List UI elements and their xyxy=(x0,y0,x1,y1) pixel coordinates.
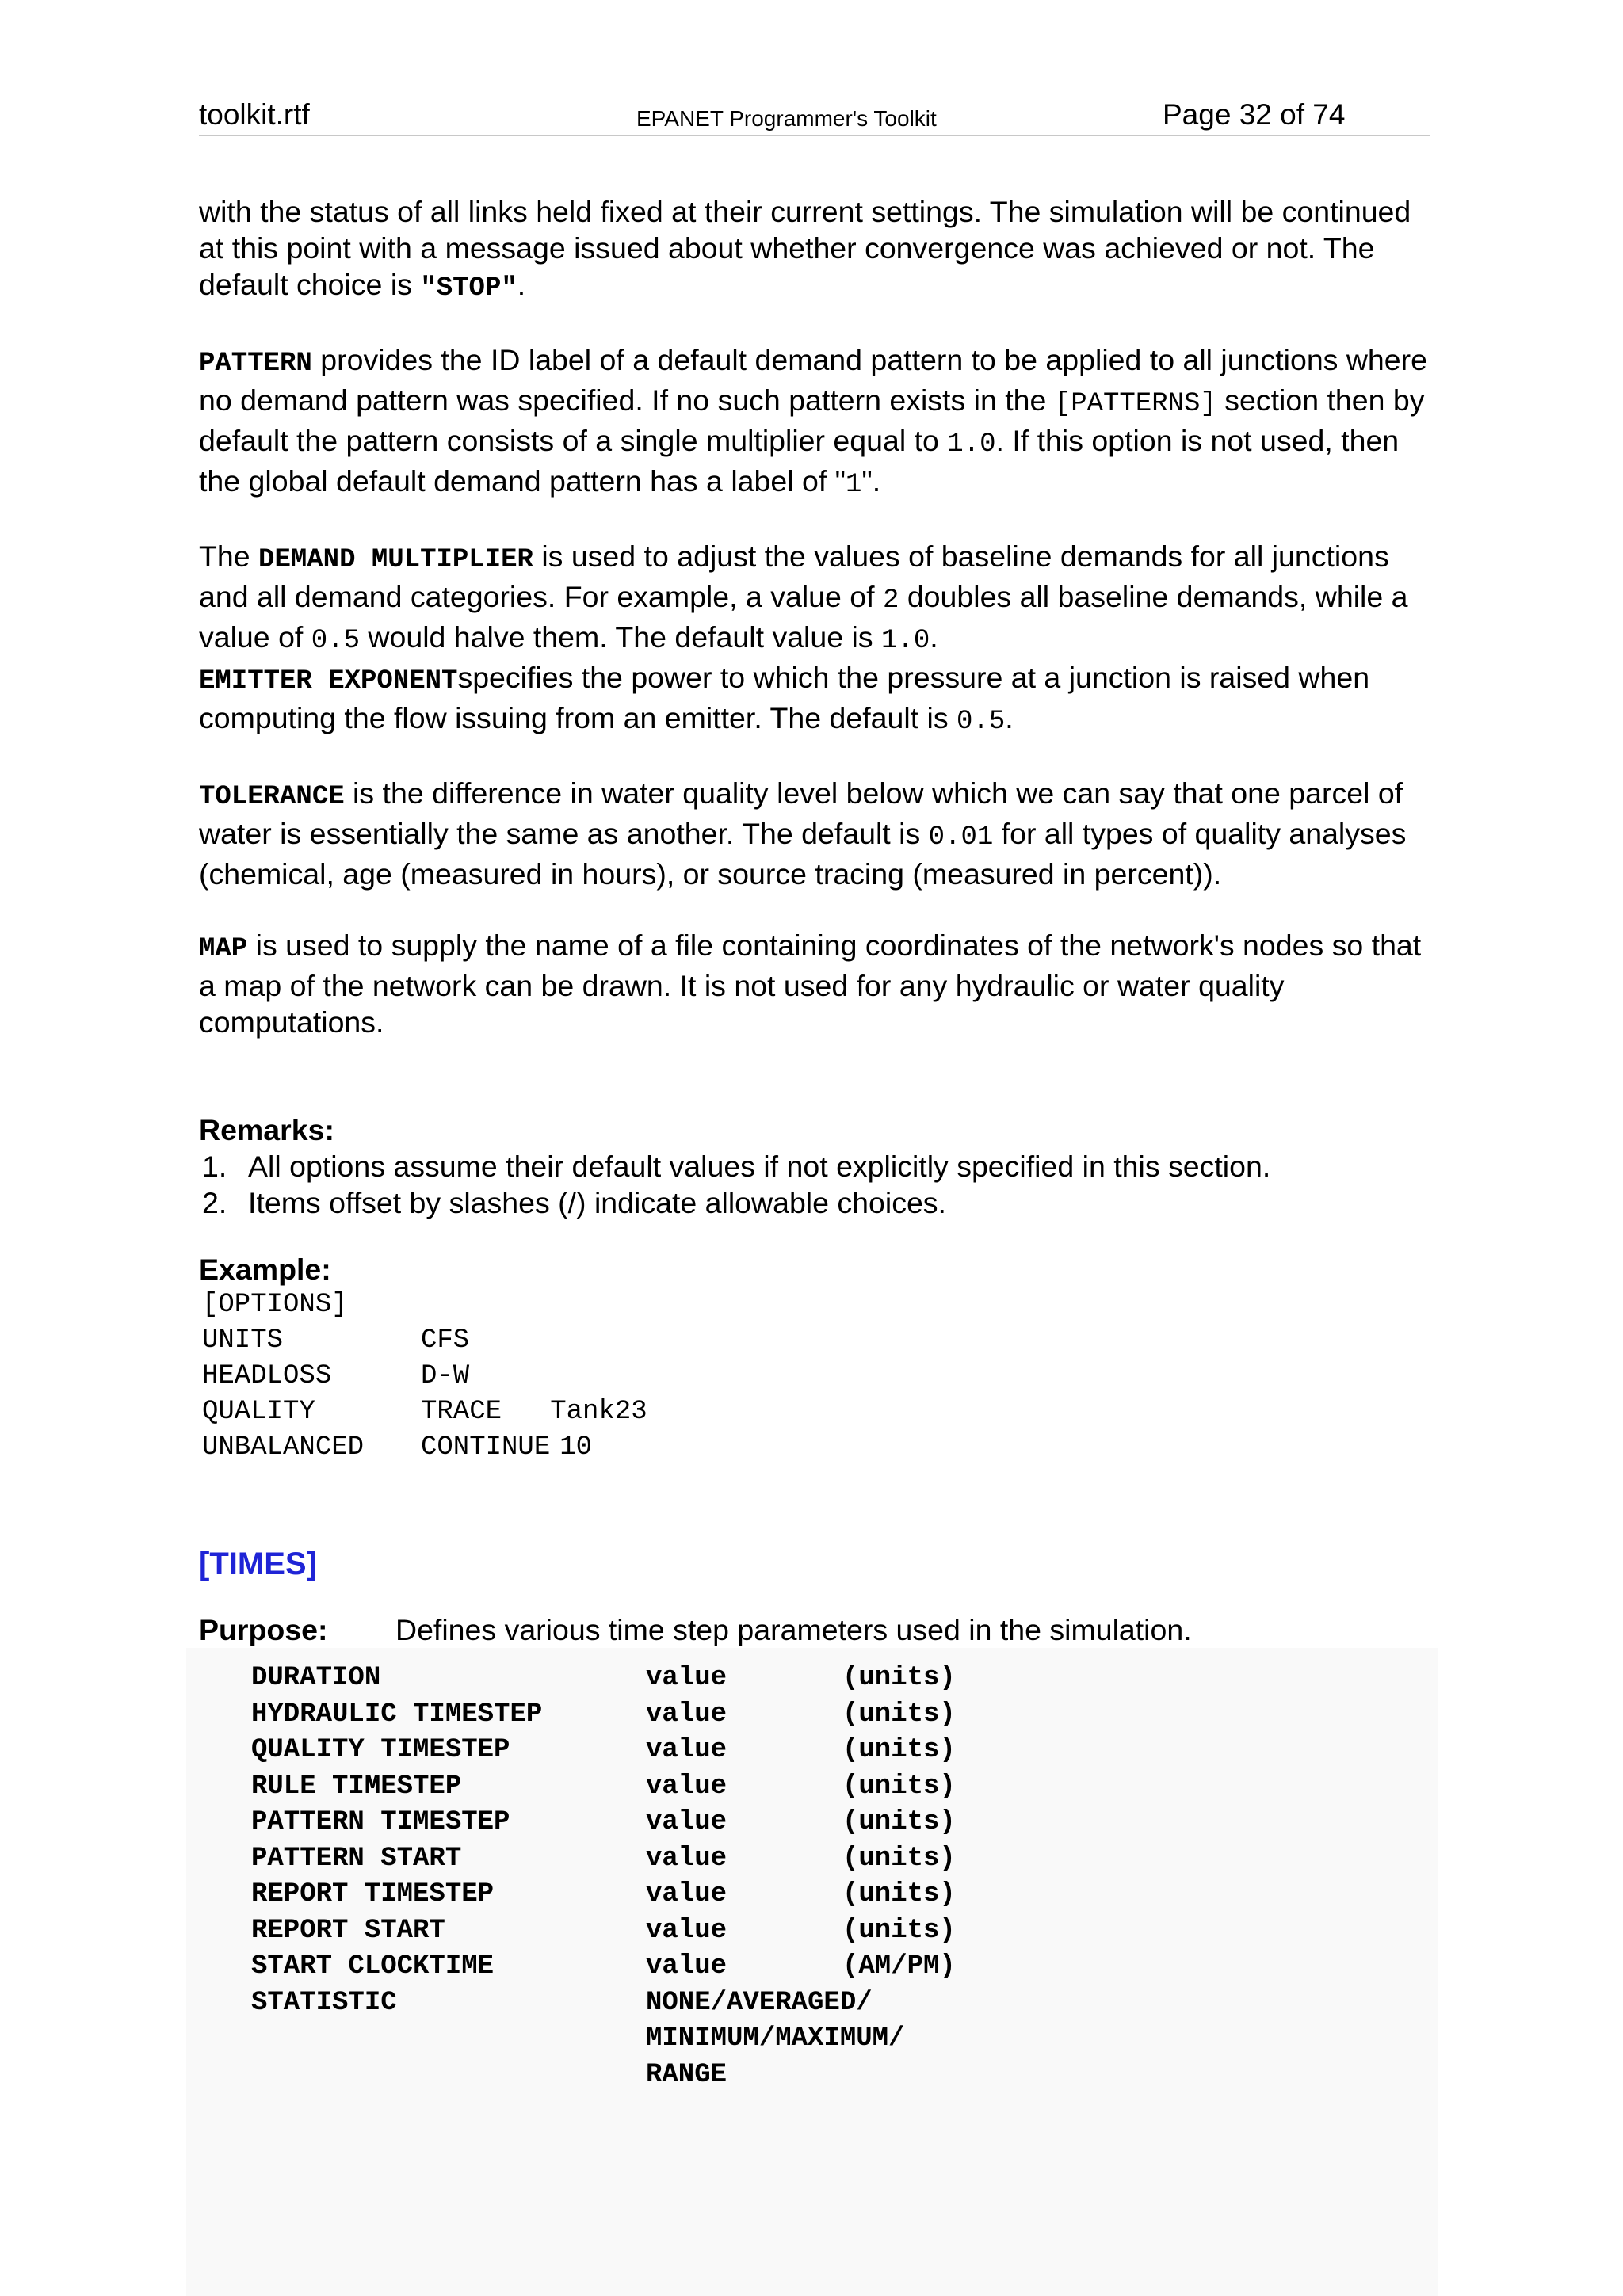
example-heading: Example: xyxy=(199,1253,331,1286)
keyword-map: MAP xyxy=(199,934,248,964)
paragraph-unbalanced-continue: with the status of all links held fixed at their current settings. The simulation will be continued at this point with a message issued about whether convergence was achieved or not. The default choice is "STOP". xyxy=(199,195,1411,303)
paragraph-map: MAP is used to supply the name of a file containing coordinates of the network's nodes so that a map of the network can be drawn. It is not used for any hydraulic or water quality computations. xyxy=(199,929,1422,1039)
table-row: STATISTIC NONE/AVERAGED/ xyxy=(251,1987,873,2018)
table-row: DURATION value (units) xyxy=(251,1663,956,1693)
list-item: 2. Items offset by slashes (/) indicate allowable choices. xyxy=(202,1186,946,1219)
purpose-label: Purpose: xyxy=(199,1613,328,1646)
table-row: REPORT TIMESTEP value (units) xyxy=(251,1879,956,1909)
example-section-tag: [OPTIONS] xyxy=(202,1290,348,1320)
table-row: PATTERN TIMESTEP value (units) xyxy=(251,1807,956,1837)
keyword-demand-multiplier: DEMAND MULTIPLIER xyxy=(258,545,533,575)
table-row xyxy=(202,1287,647,1323)
table-row: UNITS CFS xyxy=(202,1325,470,1356)
purpose-text: Defines various time step parameters used in the simulation. xyxy=(395,1613,1192,1646)
example-code xyxy=(202,1287,647,1466)
header-page-number: Page 32 of 74 xyxy=(1163,98,1346,131)
keyword-tolerance: TOLERANCE xyxy=(199,782,345,812)
table-row: HEADLOSS D-W xyxy=(202,1361,470,1391)
section-heading-times: [TIMES] xyxy=(199,1547,317,1581)
code-patterns: [PATTERNS] xyxy=(1054,389,1216,419)
purpose-row xyxy=(199,1611,1435,1648)
table-row: UNBALANCED CONTINUE 10 xyxy=(202,1432,593,1463)
keyword-pattern: PATTERN xyxy=(199,349,312,379)
list-item: 1. All options assume their default values if not explicitly specified in this section. xyxy=(202,1150,1271,1183)
table-row: REPORT START value (units) xyxy=(251,1915,956,1946)
table-row: PATTERN START value (units) xyxy=(251,1843,956,1874)
remarks-list xyxy=(199,1148,1435,1221)
table-row: MINIMUM/MAXIMUM/ xyxy=(646,2023,905,2054)
header-doc-title: EPANET Programmer's Toolkit xyxy=(636,106,937,131)
keyword-emitter-exponent: EMITTER EXPONENT xyxy=(199,666,458,696)
remarks-heading: Remarks: xyxy=(199,1113,334,1146)
table-row: QUALITY TRACE Tank23 xyxy=(202,1397,647,1427)
table-row: RANGE xyxy=(646,2059,727,2090)
table-row: RULE TIMESTEP value (units) xyxy=(251,1771,956,1802)
table-row: HYDRAULIC TIMESTEP value (units) xyxy=(251,1699,956,1730)
formats-table xyxy=(251,1661,956,2093)
paragraph-emitter-exponent: EMITTER EXPONENTspecifies the power to which the pressure at a junction is raised when computing the flow issuing from an emitter. The default is 0.5. xyxy=(199,661,1370,737)
keyword-stop: "STOP" xyxy=(420,273,517,303)
page-header xyxy=(199,95,1430,136)
table-row: START CLOCKTIME value (AM/PM) xyxy=(251,1951,956,1981)
paragraph-tolerance: TOLERANCE is the difference in water quality level below which we can say that one parcel of water is essentially the same as another. The default is 0.01 for all types of quality analyses (chemical, age (measured in hours), or source tracing (measured in percent)). xyxy=(199,776,1407,891)
paragraph-demand-multiplier: The DEMAND MULTIPLIER is used to adjust the values of baseline demands for all junctions and all demand categories. For example, a value of 2 doubles all baseline demands, while a value of 0.5 would halve them. The default value is 1.0. xyxy=(199,540,1408,656)
header-filename: toolkit.rtf xyxy=(199,98,310,131)
table-row: QUALITY TIMESTEP value (units) xyxy=(251,1735,956,1765)
paragraph-pattern: PATTERN provides the ID label of a default demand pattern to be applied to all junctions where no demand pattern was specified. If no such pattern exists in the [PATTERNS] section then by default the pattern consists of a single multiplier equal to 1.0. If this option is not used, then the global default demand pattern has a label of "1". xyxy=(199,343,1427,500)
page-body xyxy=(199,193,1435,1716)
